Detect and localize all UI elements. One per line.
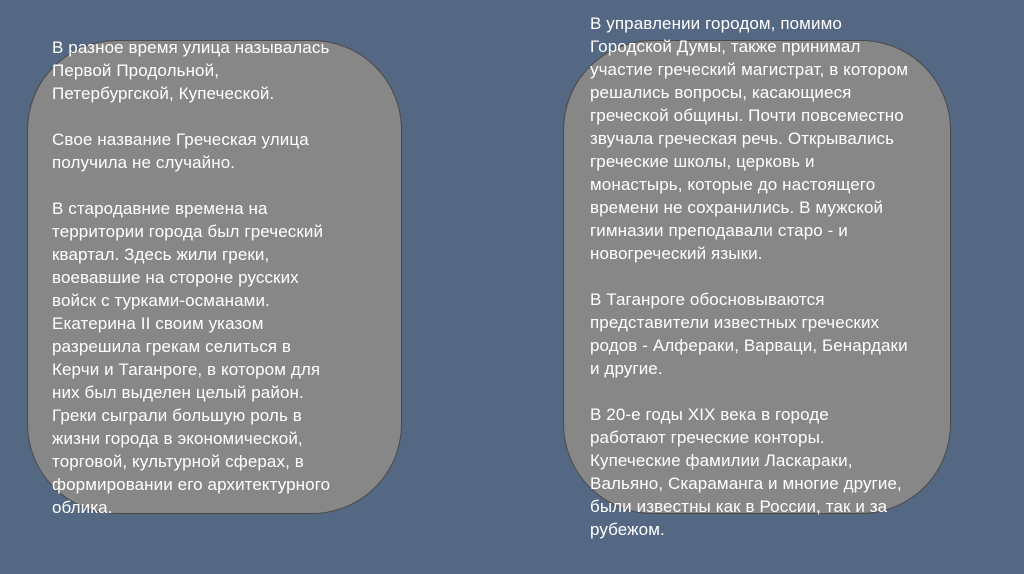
left-paragraph-name-origin: Свое название Греческая улица получила не случайно. — [52, 130, 309, 172]
left-text-block — [52, 36, 382, 519]
right-paragraph-greek-offices: В 20-е годы XIX века в городе работают греческие конторы. Купеческие фамилии Ласкараки, Вальяно, Скараманга и многие другие, были известны как в России, так и за рубежом. — [590, 405, 902, 539]
right-paragraph-city-governance: В управлении городом, помимо Городской Думы, также принимал участие греческий магистрат, в котором решались вопросы, касающиеся греческой общины. Почти повсеместно звучала греческая речь. Открывались греческие школы, церковь и монастырь, которые до настоящего времени не сохранились. В мужской гимназии преподавали старо - и новогреческий языки. — [590, 14, 909, 263]
right-paragraph-greek-families: В Таганроге обосновываются представители известных греческих родов - Алфераки, Варваци, Бенардаки и другие. — [590, 290, 908, 378]
left-paragraph-street-names: В разное время улица называлась Первой Продольной, Петербургской, Купеческой. — [52, 38, 330, 103]
left-paragraph-greek-quarter: В стародавние времена на территории города был греческий квартал. Здесь жили греки, воевавшие на стороне русских войск с турками-османами. Екатерина II своим указом разрешила грекам селиться в Керчи и Таганроге, в котором для них был выделен целый район. Греки сыграли большую роль в жизни города в экономической, торговой, культурной сферах, в формировании его архитектурного облика. — [52, 199, 331, 517]
right-text-block — [590, 12, 960, 541]
